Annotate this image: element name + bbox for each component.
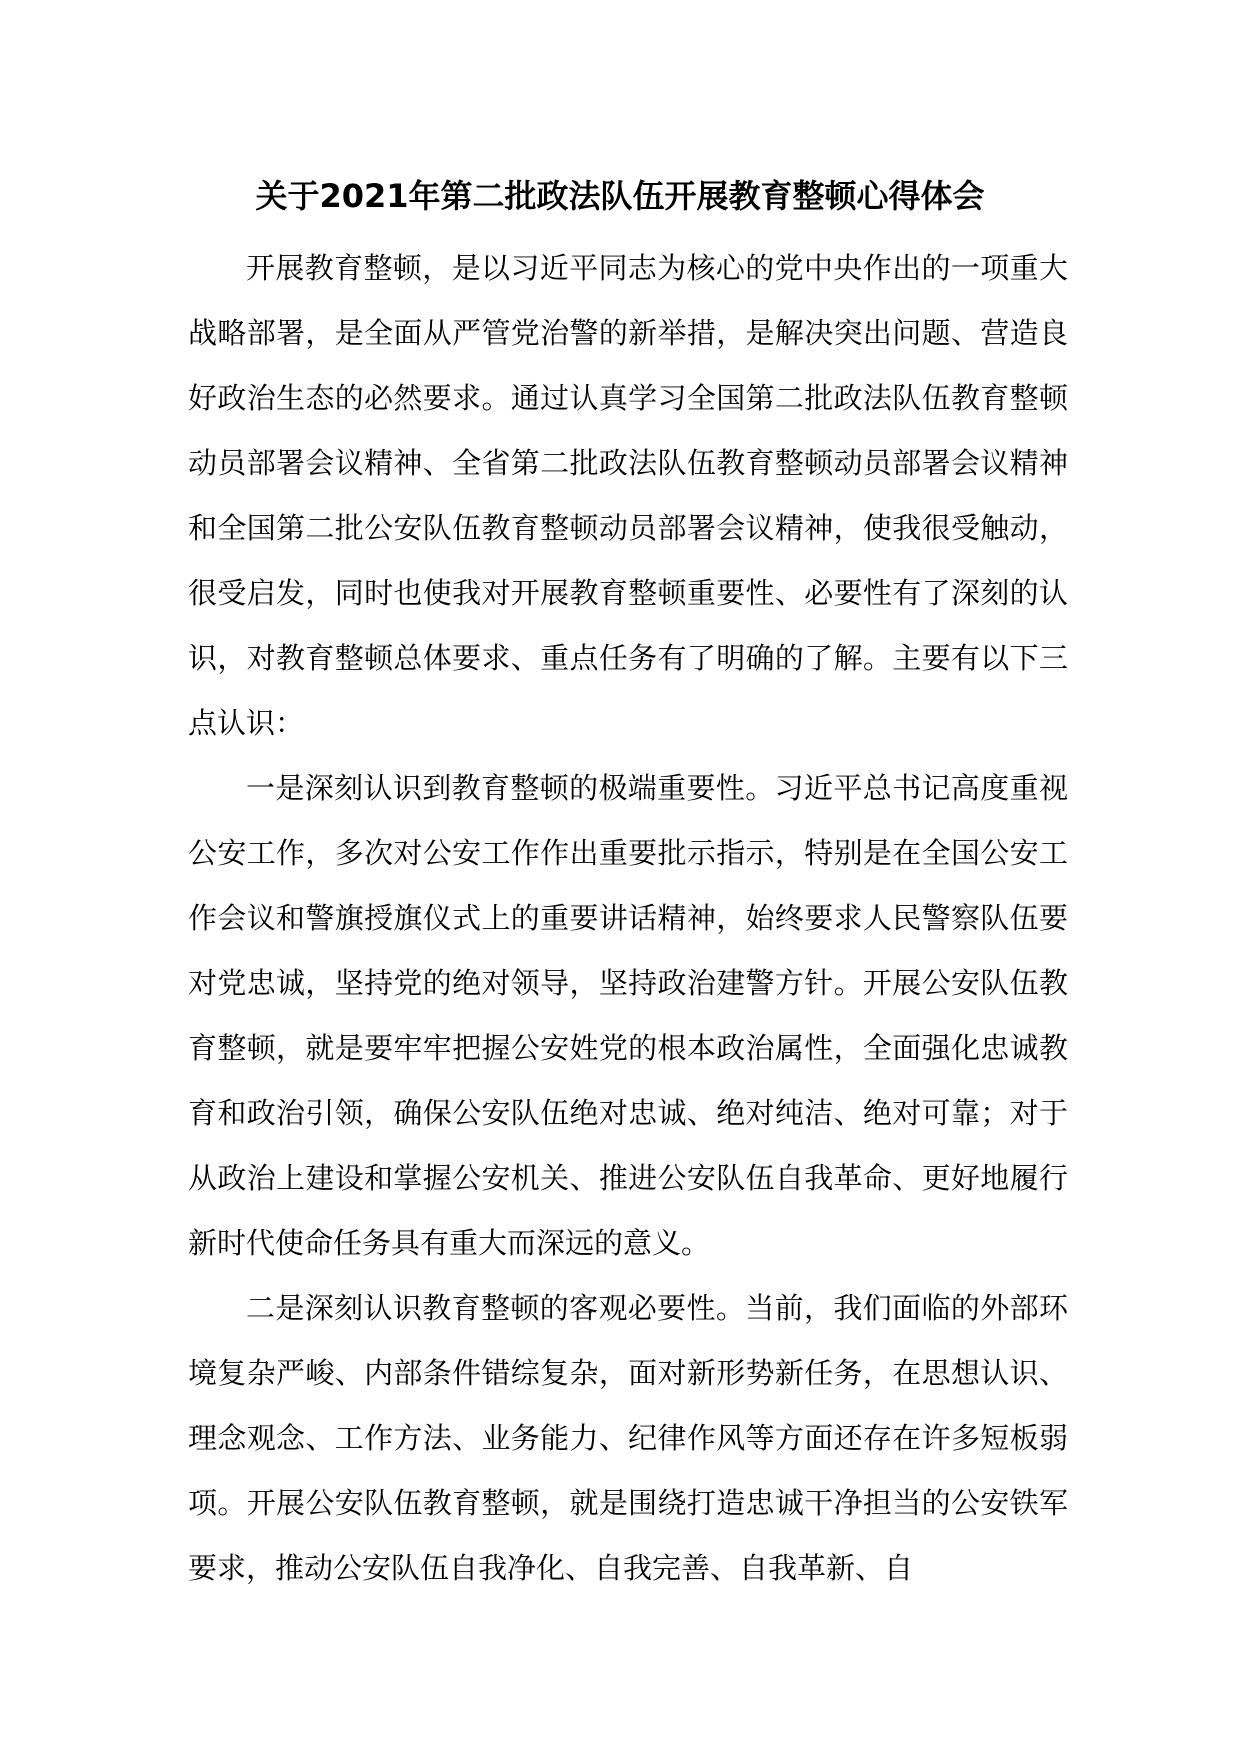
document-title: 关于2021年第二批政法队伍开展教育整顿心得体会: [255, 177, 985, 215]
paragraph-intro: 开展教育整顿，是以习近平同志为核心的党中央作出的一项重大战略部署，是全面从严管党治警的新举措，是解决突出问题、营造良好政治生态的必然要求。通过认真学习全国第二批政法队伍教育整顿动员部署会议精神、全省第二批政法队伍教育整顿动员部署会议精神和全国第二批公安队伍教育整顿动员部署会议精神，使我很受触动，很受启发，同时也使我对开展教育整顿重要性、必要性有了深刻的认识，对教育整顿总体要求、重点任务有了明确的了解。主要有以下三点认识：: [188, 251, 1068, 740]
paragraph-point-two: 二是深刻认识教育整顿的客观必要性。当前，我们面临的外部环境复杂严峻、内部条件错综复杂，面对新形势新任务，在思想认识、理念观念、工作方法、业务能力、纪律作风等方面还存在许多短板弱项。开展公安队伍教育整顿，就是围绕打造忠诚干净担当的公安铁军要求，推动公安队伍自我净化、自我完善、自我革新、自: [188, 1291, 1068, 1585]
document-body: [188, 236, 1068, 1601]
paragraph-point-one: 一是深刻认识到教育整顿的极端重要性。习近平总书记高度重视公安工作，多次对公安工作作出重要批示指示，特别是在全国公安工作会议和警旗授旗仪式上的重要讲话精神，始终要求人民警察队伍要对党忠诚，坚持党的绝对领导，坚持政治建警方针。开展公安队伍教育整顿，就是要牢牢把握公安姓党的根本政治属性，全面强化忠诚教育和政治引领，确保公安队伍绝对忠诚、绝对纯洁、绝对可靠；对于从政治上建设和掌握公安机关、推进公安队伍自我革命、更好地履行新时代使命任务具有重大而深远的意义。: [188, 771, 1068, 1260]
